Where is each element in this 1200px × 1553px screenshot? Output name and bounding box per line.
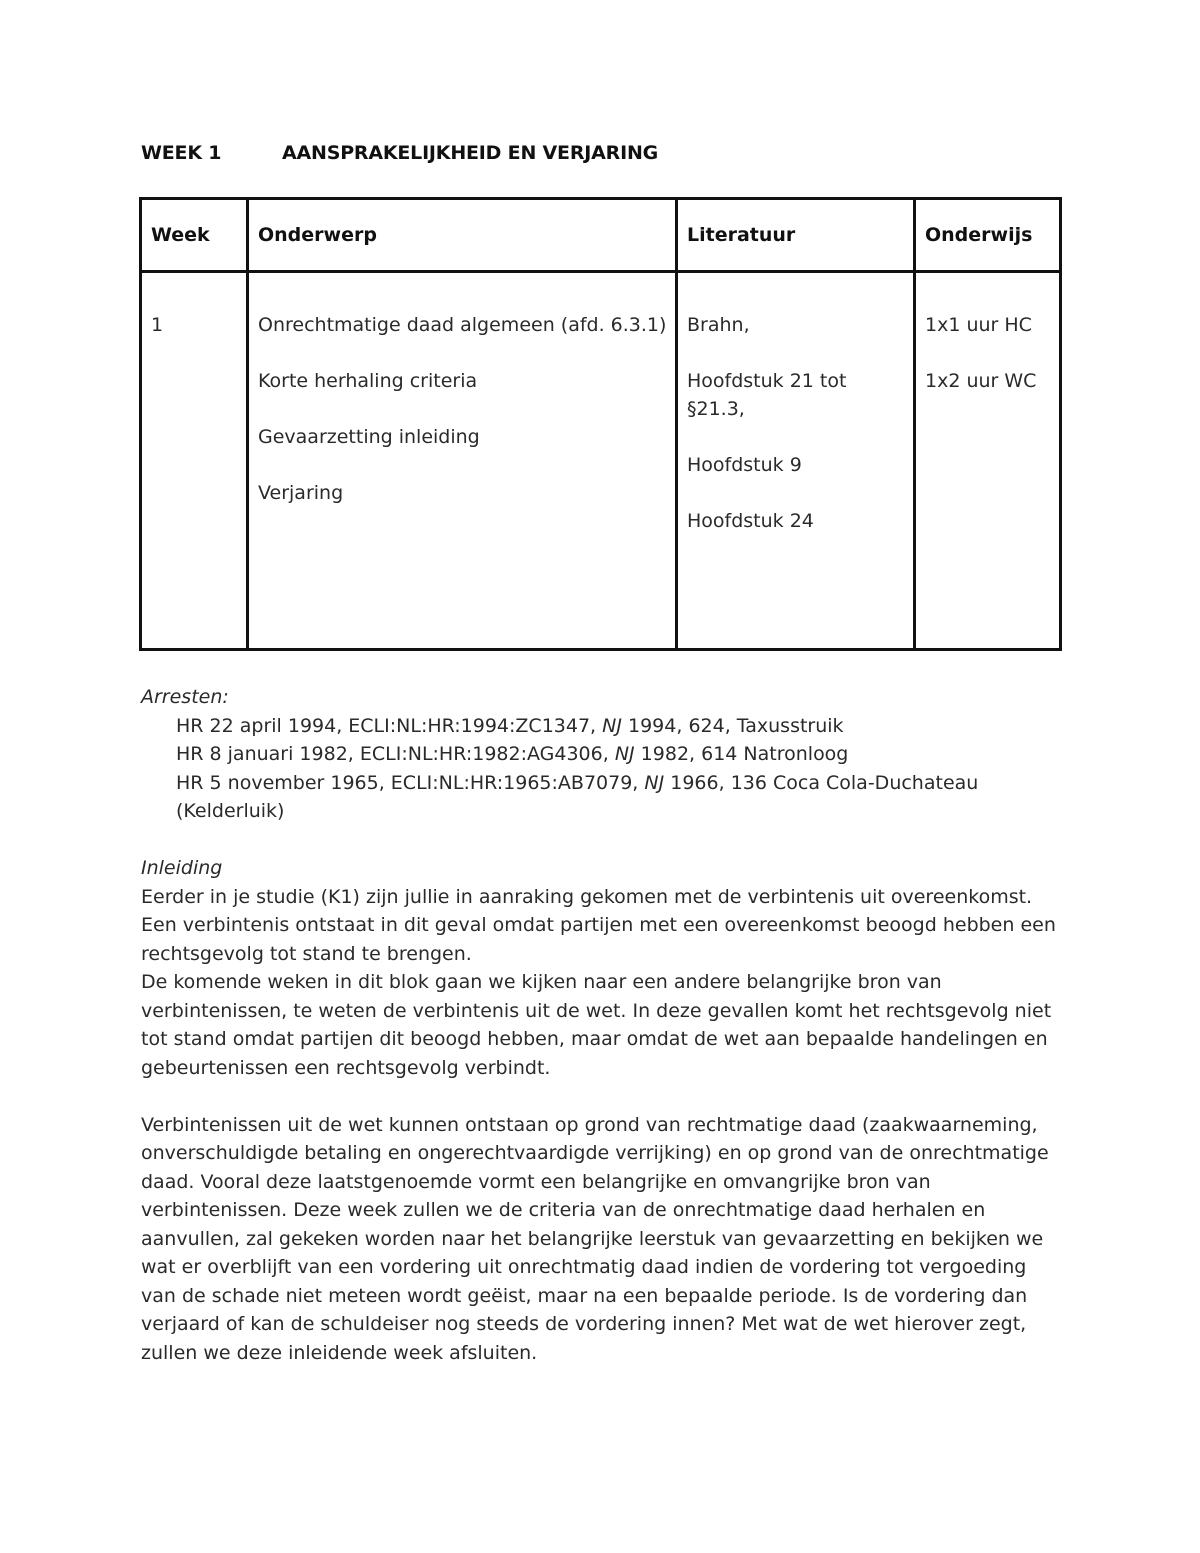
schedule-table [139, 197, 1062, 651]
cell-onderwerp [248, 272, 677, 650]
literatuur-item: Hoofdstuk 24 [687, 510, 814, 532]
cell-week [141, 272, 248, 650]
inleiding-paragraph-2: De komende weken in dit blok gaan we kijken naar een andere belangrijke bron van verbintenissen, te weten de verbintenis uit de wet. In deze gevallen komt het rechtsgevolg niet tot stand omdat partijen dit beoogd hebben, maar omdat de wet aan bepaalde handelingen en gebeurtenissen een rechtsgevolg verbindt. [141, 971, 1052, 1079]
cell-literatuur [677, 272, 915, 650]
onderwijs-item: 1x2 uur WC [925, 370, 1037, 392]
heading-title: AANSPRAKELIJKHEID EN VERJARING [282, 142, 659, 164]
header-onderwijs: Onderwijs [915, 199, 1061, 272]
arrest-item: HR 22 april 1994, ECLI:NL:HR:1994:ZC1347, NJ 1994, 624, Taxusstruik [176, 714, 844, 737]
onderwerp-item: Verjaring [258, 482, 344, 504]
literatuur-item: Brahn, [687, 314, 750, 336]
onderwerp-item: Korte herhaling criteria [258, 370, 478, 392]
onderwerp-item: Onrechtmatige daad algemeen (afd. 6.3.1) [258, 314, 667, 336]
inleiding-paragraph-1: Eerder in je studie (K1) zijn jullie in aanraking gekomen met de verbintenis uit overeenkomst. Een verbintenis ontstaat in dit geval omdat partijen met een overeenkomst beoogd hebben een rechtsgevolg tot stand te brengen. [141, 885, 1056, 965]
arrest-item: HR 8 januari 1982, ECLI:NL:HR:1982:AG4306, NJ 1982, 614 Natronloog [176, 743, 849, 765]
onderwerp-item: Gevaarzetting inleiding [258, 426, 480, 448]
arrest-item: HR 5 november 1965, ECLI:NL:HR:1965:AB7079, NJ 1966, 136 Coca Cola-Duchateau (Kelderluik) [176, 771, 979, 822]
table-row [141, 272, 1061, 650]
table-header-row [141, 199, 1061, 272]
inleiding-section [141, 854, 1061, 1367]
cell-onderwijs [915, 272, 1061, 650]
inleiding-label: Inleiding [141, 857, 223, 879]
inleiding-paragraph-3: Verbintenissen uit de wet kunnen ontstaan op grond van rechtmatige daad (zaakwaarneming, onverschuldigde betaling en ongerechtvaardigde verrijking) en op grond van de onrechtmatige daad. Vooral deze laatstgenoemde vormt een belangrijke en omvangrijke bron van verbintenissen. Deze week zullen we de criteria van de onrechtmatige daad herhalen en aanvullen, zal gekeken worden naar het belangrijke leerstuk van gevaarzetting en bekijken we wat er overblijft van een vordering uit onrechtmatig daad indien de vordering tot vergoeding van de schade niet meteen wordt geëist, maar na een bepaalde periode. Is de vordering dan verjaard of kan de schuldeiser nog steeds de vordering innen? Met wat de wet hierover zegt, zullen we deze inleidende week afsluiten. [141, 1113, 1049, 1364]
heading-week: WEEK 1 [141, 142, 222, 164]
week-number: 1 [151, 314, 164, 336]
literatuur-item: Hoofdstuk 21 tot §21.3, [687, 370, 847, 420]
section-heading [141, 142, 658, 164]
onderwijs-item: 1x1 uur HC [925, 314, 1032, 336]
literatuur-item: Hoofdstuk 9 [687, 454, 802, 476]
header-week: Week [141, 199, 248, 272]
arresten-section [141, 683, 1061, 826]
arresten-label: Arresten: [141, 686, 229, 708]
header-literatuur: Literatuur [677, 199, 915, 272]
header-onderwerp: Onderwerp [248, 199, 677, 272]
